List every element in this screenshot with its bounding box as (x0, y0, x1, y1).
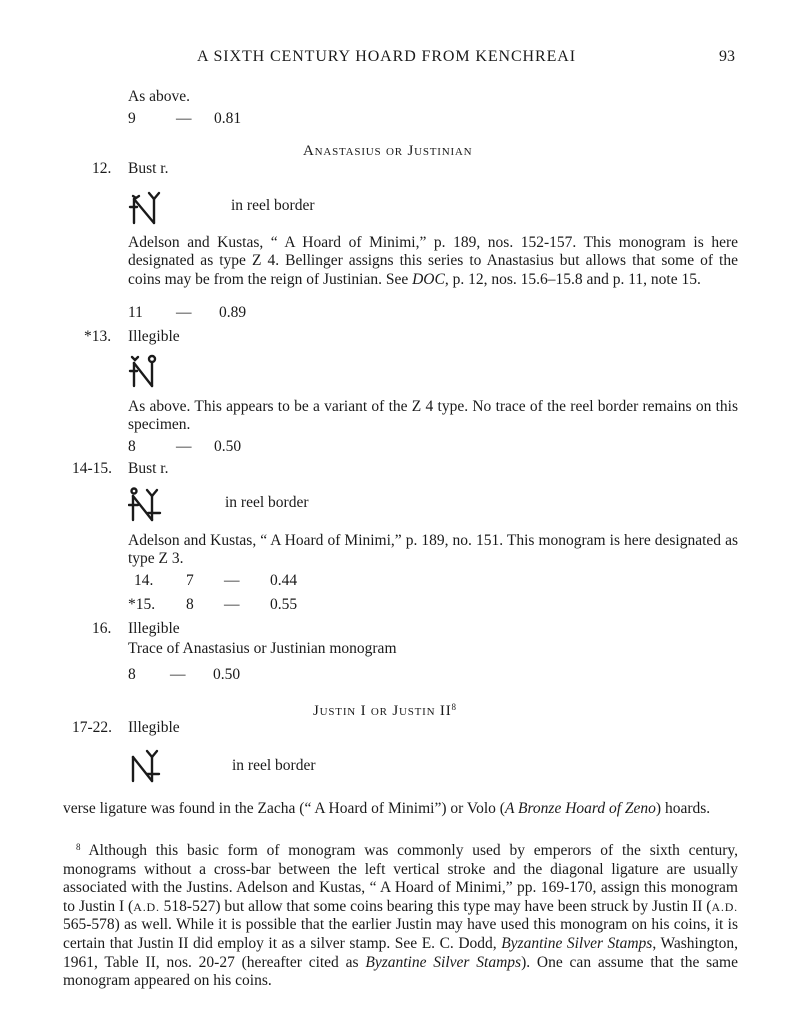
entry-16-weight: 0.50 (213, 666, 241, 683)
entry-16-dash: — (170, 666, 186, 683)
entry-15-number: *15. (128, 596, 156, 613)
as-above-text: As above. (128, 88, 190, 105)
entry-number-17-22: 17-22. (72, 719, 113, 736)
entry-12-weight: 0.89 (219, 304, 247, 321)
entry-14-count: 7 (186, 572, 194, 589)
page-number: 93 (719, 48, 735, 65)
entry-13-dash: — (176, 438, 192, 455)
entry-17-22-border: in reel border (232, 757, 316, 774)
entry-14-15-desc: Bust r. (128, 460, 169, 477)
entry-14-dash: — (224, 572, 240, 589)
entry-13-paragraph: As above. This appears to be a variant of the Z 4 type. No trace of the reel border remains on this specimen. (128, 398, 738, 434)
entry-12-count: 11 (128, 304, 143, 321)
section-heading-justin: Justin I or Justin $II^8$ (313, 702, 457, 719)
top-row-count: 9 (128, 110, 136, 127)
entry-17-22-desc: Illegible (128, 719, 180, 736)
running-header: A SIXTH CENTURY HOARD FROM KENCHREAI (197, 48, 576, 65)
footnote-ref-8: 8 (451, 702, 457, 712)
entry-13-count: 8 (128, 438, 136, 455)
entry-15-count: 8 (186, 596, 194, 613)
entry-14-15-border: in reel border (225, 494, 309, 511)
entry-number-13: *13. (84, 328, 112, 345)
entry-number-12: 12. (92, 160, 112, 177)
entry-16-trace: Trace of Anastasius or Justinian monogram (128, 640, 397, 657)
footnote-8-mark: 8 (76, 842, 81, 852)
entry-13-weight: 0.50 (214, 438, 242, 455)
entry-15-dash: — (224, 596, 240, 613)
entry-12-desc: Bust r. (128, 160, 169, 177)
entry-12-paragraph: Adelson and Kustas, “ A Hoard of Minimi,” p. 189, nos. 152-157. This monogram is here designated as type Z 4. Bellinger assigns this series to Anastasius but allows that some of the coins may be from the reign of Justinian. See DOC, p. 12, nos. 15.6–15.8 and p. 11, note 15. (128, 234, 738, 288)
entry-12-border: in reel border (231, 197, 315, 214)
entry-number-16: 16. (92, 620, 112, 637)
top-row-weight: 0.81 (214, 110, 242, 127)
section-heading-anastasius: Anastasius or Justinian (303, 143, 473, 159)
entry-16-desc: Illegible (128, 620, 180, 637)
monogram-justin-icon (128, 744, 166, 784)
footnote-8: $^8$ Although this basic form of monogram was commonly used by emperors of the sixth century, monograms without a cross-bar between the left vertical stroke and the diagonal ligature are usually associated with the Justins. Adelson and Kustas, “ A Hoard of Minimi,” pp. 169-170, assign this monogram to Justin I (A.D. 518-527) but allow that some coins bearing this type may have been struck by Justin II (A.D. 565-578) as well. While it is possible that the earlier Justin may have used this monogram on his coins, it is certain that Justin II did employ it as a silver stamp. See E. C. Dodd, Byzantine Silver Stamps, Washington, 1961, Table II, nos. 20-27 (hereafter cited as Byzantine Silver Stamps). One can assume that the same monogram appeared on his coins. (63, 842, 738, 990)
monogram-z3-icon (128, 483, 166, 523)
entry-14-number: 14. (134, 572, 154, 589)
footnote-continuation: verse ligature was found in the Zacha (“ A Hoard of Minimi”) or Volo (A Bronze Hoard of Zeno) hoards. (63, 800, 711, 817)
entry-14-15-paragraph: Adelson and Kustas, “ A Hoard of Minimi,” p. 189, no. 151. This monogram is here designated as type Z 3. (128, 532, 738, 568)
entry-16-count: 8 (128, 666, 136, 683)
monogram-z4-icon (128, 186, 166, 226)
entry-15-weight: 0.55 (270, 596, 298, 613)
entry-14-weight: 0.44 (270, 572, 298, 589)
monogram-z4-variant-icon (128, 350, 166, 390)
top-row-dash: — (176, 110, 192, 127)
entry-13-desc: Illegible (128, 328, 180, 345)
entry-number-14-15: 14-15. (72, 460, 113, 477)
entry-12-dash: — (176, 304, 192, 321)
